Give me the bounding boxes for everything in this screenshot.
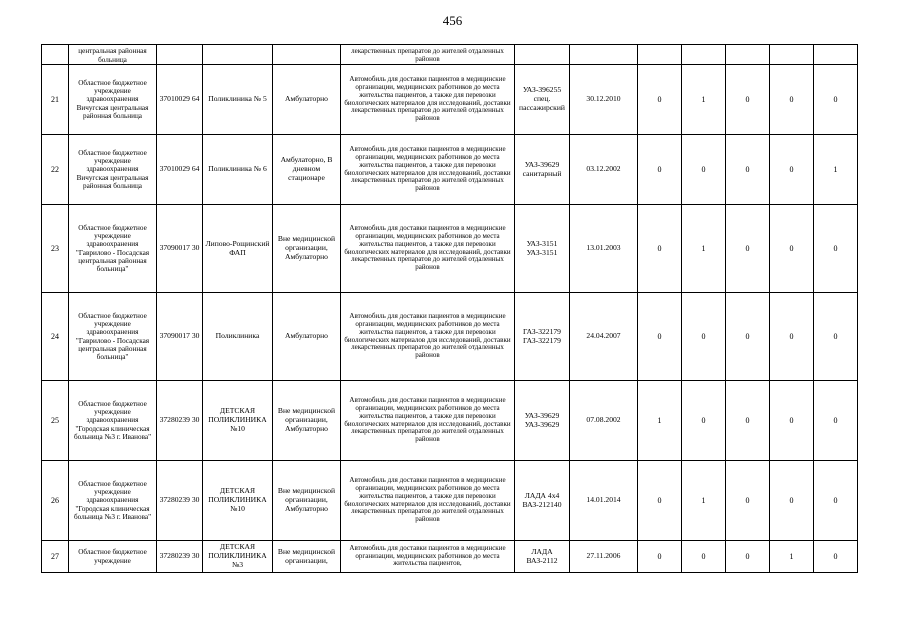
count-cell: 1 <box>770 541 814 573</box>
care-cell: Вне медицинской организации, Амбулаторно <box>273 381 341 461</box>
count-cell: 0 <box>682 541 726 573</box>
row-number-cell: 23 <box>42 205 69 293</box>
org-cell: Областное бюджетное учреждение здравоохранения "Городская клиническая больница №3 г. Иванова" <box>69 461 157 541</box>
code-cell: 37010029 64 <box>157 135 203 205</box>
care-cell: Амбулаторно, В дневном стационаре <box>273 135 341 205</box>
unit-cell: Поликлиника № 6 <box>203 135 273 205</box>
date-cell: 03.12.2002 <box>570 135 638 205</box>
purpose-cell: лекарственных препаратов до жителей отдаленных районов <box>341 45 515 65</box>
table-row <box>42 293 858 381</box>
row-number-cell: 26 <box>42 461 69 541</box>
org-cell: Областное бюджетное учреждение здравоохранения Вичугская центральная районная больница <box>69 65 157 135</box>
count-cell: 0 <box>638 461 682 541</box>
count-cell: 0 <box>770 293 814 381</box>
purpose-cell: Автомобиль для доставки пациентов в медицинские организации, медицинских работников до места жительства пациентов, а также для перевозки биологических материалов для исследований, доставки лекарственных препаратов до жителей отдаленных районов <box>341 381 515 461</box>
row-number-cell: 21 <box>42 65 69 135</box>
count-cell: 0 <box>682 135 726 205</box>
org-cell: Областное бюджетное учреждение здравоохранения "Гаврилово - Посадская центральная районная больница" <box>69 205 157 293</box>
row-number-cell: 22 <box>42 135 69 205</box>
unit-cell: ДЕТСКАЯ ПОЛИКЛИНИКА №10 <box>203 461 273 541</box>
unit-cell: Липово-Рощинский ФАП <box>203 205 273 293</box>
org-cell: Областное бюджетное учреждение <box>69 541 157 573</box>
code-cell: 37280239 30 <box>157 541 203 573</box>
model-cell: ЛАДА 4х4 ВАЗ-212140 <box>515 461 570 541</box>
org-cell: центральная районная больница <box>69 45 157 65</box>
purpose-cell: Автомобиль для доставки пациентов в медицинские организации, медицинских работников до места жительства пациентов, а также для перевозки биологических материалов для исследований, доставки лекарственных препаратов до жителей отдаленных районов <box>341 135 515 205</box>
date-cell: 24.04.2007 <box>570 293 638 381</box>
count-cell: 0 <box>726 381 770 461</box>
code-cell: 37280239 30 <box>157 461 203 541</box>
org-cell: Областное бюджетное учреждение здравоохранения "Гаврилово - Посадская центральная районная больница" <box>69 293 157 381</box>
count-cell: 0 <box>638 541 682 573</box>
purpose-cell: Автомобиль для доставки пациентов в медицинские организации, медицинских работников до места жительства пациентов, а также для перевозки биологических материалов для исследований, доставки лекарственных препаратов до жителей отдаленных районов <box>341 461 515 541</box>
count-cell: 0 <box>814 293 858 381</box>
date-cell: 30.12.2010 <box>570 65 638 135</box>
code-cell: 37280239 30 <box>157 381 203 461</box>
count-cell: 1 <box>682 205 726 293</box>
model-cell: ГАЗ-322179 ГАЗ-322179 <box>515 293 570 381</box>
care-cell: Вне медицинской организации, Амбулаторно <box>273 461 341 541</box>
count-cell: 0 <box>770 65 814 135</box>
unit-cell: Поликлиника № 5 <box>203 65 273 135</box>
model-cell: УАЗ-39629 УАЗ-39629 <box>515 381 570 461</box>
count-cell: 0 <box>726 461 770 541</box>
count-cell: 0 <box>726 205 770 293</box>
row-number-cell: 27 <box>42 541 69 573</box>
table-row <box>42 461 858 541</box>
count-cell: 0 <box>726 65 770 135</box>
unit-cell: ДЕТСКАЯ ПОЛИКЛИНИКА №3 <box>203 541 273 573</box>
count-cell: 0 <box>814 541 858 573</box>
count-cell: 1 <box>814 135 858 205</box>
count-cell: 0 <box>726 541 770 573</box>
count-cell: 1 <box>682 65 726 135</box>
code-cell: 37090017 30 <box>157 205 203 293</box>
table-row <box>42 135 858 205</box>
date-cell: 14.01.2014 <box>570 461 638 541</box>
purpose-cell: Автомобиль для доставки пациентов в медицинские организации, медицинских работников до места жительства пациентов, а также для перевозки биологических материалов для исследований, доставки лекарственных препаратов до жителей отдаленных районов <box>341 205 515 293</box>
care-cell: Вне медицинской организации, <box>273 541 341 573</box>
org-cell: Областное бюджетное учреждение здравоохранения Вичугская центральная районная больница <box>69 135 157 205</box>
count-cell: 0 <box>638 293 682 381</box>
care-cell: Амбулаторно <box>273 293 341 381</box>
org-cell: Областное бюджетное учреждение здравоохранения "Городская клиническая больница №3 г. Иванова" <box>69 381 157 461</box>
code-cell: 37010029 64 <box>157 65 203 135</box>
table-row <box>42 65 858 135</box>
count-cell: 0 <box>814 205 858 293</box>
row-number-cell: 25 <box>42 381 69 461</box>
date-cell: 13.01.2003 <box>570 205 638 293</box>
row-number-cell: 24 <box>42 293 69 381</box>
model-cell: ЛАДА ВАЗ-2112 <box>515 541 570 573</box>
date-cell: 07.08.2002 <box>570 381 638 461</box>
count-cell: 0 <box>814 461 858 541</box>
model-cell: УАЗ-39629 санитарный <box>515 135 570 205</box>
vehicle-register-sheet <box>41 44 858 573</box>
model-cell: УАЗ-396255 спец. пассажирский <box>515 65 570 135</box>
code-cell: 37090017 30 <box>157 293 203 381</box>
count-cell: 0 <box>770 381 814 461</box>
count-cell: 0 <box>814 381 858 461</box>
unit-cell: Поликлиника <box>203 293 273 381</box>
count-cell: 1 <box>682 461 726 541</box>
count-cell: 0 <box>682 293 726 381</box>
purpose-cell: Автомобиль для доставки пациентов в медицинские организации, медицинских работников до места жительства пациентов, а также для перевозки биологических материалов для исследований, доставки лекарственных препаратов до жителей отдаленных районов <box>341 293 515 381</box>
table-row <box>42 541 858 573</box>
table-row <box>42 381 858 461</box>
count-cell: 0 <box>770 135 814 205</box>
count-cell: 0 <box>814 65 858 135</box>
table-row <box>42 205 858 293</box>
purpose-cell: Автомобиль для доставки пациентов в медицинские организации, медицинских работников до места жительства пациентов, а также для перевозки биологических материалов для исследований, доставки лекарственных препаратов до жителей отдаленных районов <box>341 65 515 135</box>
vehicle-register-table <box>41 44 858 573</box>
page-number: 456 <box>442 13 463 28</box>
care-cell: Вне медицинской организации, Амбулаторно <box>273 205 341 293</box>
count-cell: 0 <box>638 65 682 135</box>
purpose-cell: Автомобиль для доставки пациентов в медицинские организации, медицинских работников до места жительства пациентов, <box>341 541 515 573</box>
date-cell: 27.11.2006 <box>570 541 638 573</box>
count-cell: 0 <box>638 205 682 293</box>
count-cell: 0 <box>726 135 770 205</box>
count-cell: 0 <box>726 293 770 381</box>
count-cell: 0 <box>770 461 814 541</box>
count-cell: 0 <box>682 381 726 461</box>
count-cell: 1 <box>638 381 682 461</box>
table-row-continuation <box>42 45 858 65</box>
count-cell: 0 <box>638 135 682 205</box>
care-cell: Амбулаторно <box>273 65 341 135</box>
model-cell: УАЗ-3151 УАЗ-3151 <box>515 205 570 293</box>
count-cell: 0 <box>770 205 814 293</box>
unit-cell: ДЕТСКАЯ ПОЛИКЛИНИКА №10 <box>203 381 273 461</box>
